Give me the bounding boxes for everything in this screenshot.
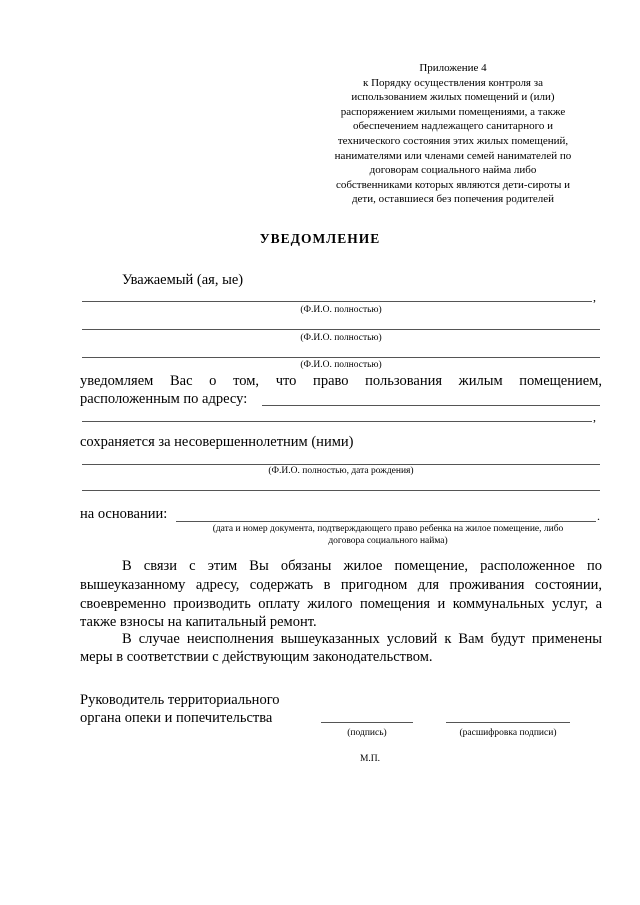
- para1-line-4: также взносы на капитальный ремонт.: [80, 614, 317, 630]
- fio-field-2[interactable]: [82, 329, 600, 330]
- appendix-line: распоряжением жилыми помещениями, а также: [340, 105, 566, 118]
- basis-hint-2: договора социального найма): [328, 536, 448, 546]
- minor-hint: (Ф.И.О. полностью, дата рождения): [268, 466, 414, 476]
- signature-decode-field[interactable]: [446, 722, 570, 723]
- comma-mark: ,: [593, 290, 596, 304]
- para1-line-1: В связи с этим Вы обязаны жилое помещение, расположенное по: [122, 558, 602, 574]
- comma-mark: ,: [593, 410, 596, 424]
- address-field-1[interactable]: [262, 405, 600, 406]
- dot-mark: .: [597, 509, 600, 523]
- para1-line-2: вышеуказанному адресу, содержать в пригодном для проживания состоянии,: [80, 577, 602, 593]
- para2-line-1: В случае неисполнения вышеуказанных условий к Вам будут применены: [122, 631, 602, 647]
- appendix-line: обеспечением надлежащего санитарного и: [352, 120, 554, 133]
- appendix-line: Приложение 4: [419, 62, 487, 74]
- basis-field[interactable]: [176, 521, 596, 522]
- basis-hint-1: (дата и номер документа, подтверждающего право ребенка на жилое помещение, либо: [212, 524, 564, 534]
- appendix-line: использованием жилых помещений и (или): [351, 91, 555, 104]
- decode-hint: (расшифровка подписи): [459, 728, 557, 738]
- appendix-line: нанимателями или членами семей нанимателей по: [334, 149, 572, 162]
- appendix-line: к Порядку осуществления контроля за: [363, 76, 543, 89]
- fio-hint-2: (Ф.И.О. полностью): [300, 333, 382, 343]
- signature-field[interactable]: [321, 722, 413, 723]
- head-title-line-2: органа опеки и попечительства: [80, 710, 273, 726]
- minor-field-1[interactable]: [82, 464, 600, 465]
- appendix-block: [318, 61, 588, 207]
- fio-hint-1: (Ф.И.О. полностью): [300, 305, 382, 315]
- minor-field-2[interactable]: [82, 490, 600, 491]
- para2-line-2: меры в соответствии с действующим законодательством.: [80, 649, 433, 665]
- notify-text-line-2: расположенным по адресу:: [80, 391, 248, 407]
- fio-field-1[interactable]: [82, 301, 592, 302]
- basis-label: на основании:: [80, 506, 168, 522]
- appendix-line: технического состояния этих жилых помещений,: [337, 134, 569, 147]
- appendix-line: собственниками которых являются дети-сироты и: [335, 178, 571, 191]
- address-field-2[interactable]: [82, 421, 592, 422]
- signature-hint: (подпись): [347, 728, 387, 738]
- stamp-place: М.П.: [359, 754, 381, 764]
- para1-line-3: своевременно производить оплату жилого помещения и коммунальных услуг, а: [80, 596, 602, 612]
- appendix-line: договорам социального найма либо: [369, 164, 537, 177]
- salutation: Уважаемый (ая, ые): [122, 272, 244, 288]
- appendix-line: дети, оставшиеся без попечения родителей: [351, 193, 555, 206]
- head-title-line-1: Руководитель территориального: [80, 692, 280, 708]
- document-title: УВЕДОМЛЕНИЕ: [259, 231, 381, 246]
- retained-text: сохраняется за несовершеннолетним (ними): [80, 434, 354, 450]
- fio-hint-3: (Ф.И.О. полностью): [300, 360, 382, 370]
- fio-field-3[interactable]: [82, 357, 600, 358]
- notify-text-line-1: уведомляем Вас о том, что право пользования жилым помещением,: [80, 373, 602, 389]
